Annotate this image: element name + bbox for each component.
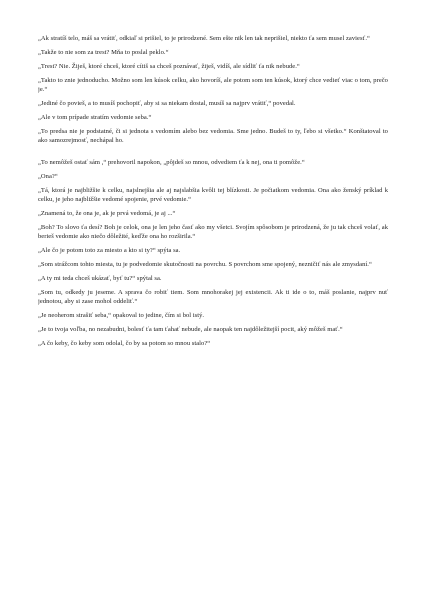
- paragraph-18: „Je to tvoja voľba, no nezabudni, bolesť ťa tam ťahať nebude, ale naopak ten najdôležitejší pocit, aký môžeš mať.“: [38, 325, 343, 333]
- section-gap: [38, 150, 388, 158]
- paragraph-11: „Znamená to, že ona je, ak je prvá vedomá, je aj ...“: [38, 209, 176, 217]
- paragraph-17: „Je neoherom strašiť seba,“ opakoval to jedine, čím si bol istý.: [38, 311, 205, 319]
- paragraph-12: „Boh? To slovo ťa desí? Boh je celok, ona je len jeho časť ako my všetci. Svojím spôsobom je prirodzená, že ju tak chceš volať, ak beriеš vedomie ako niečo dôležité, keďže ona ho rozširila.“: [38, 223, 388, 240]
- paragraph-2: „Takže to nie som za trest? Mňa to poslal peklo.“: [38, 48, 169, 56]
- paragraph-1: „Ak stratíš telo, máš sa vrátiť, odkiaľ si prišiel, to je prirodzené. Sem ešte nik len tak neprišiel, niekto ťa sem musel zaviesť.“: [38, 35, 370, 42]
- paragraph-9: „Ona?“: [38, 172, 58, 180]
- paragraph-19: „A čo keby, čo keby som odolal, čo by sa potom so mnou stalo?“: [38, 339, 211, 347]
- paragraph-3: „Trest? Nie. Žiješ, ktoré chceš, ktoré cítiš sa chceš poznávať, žiješ, vidíš, ale sídliť ťa nik nebude.“: [38, 62, 300, 70]
- paragraph-10: „Tá, ktorá je najbližšie k celku, najslnejšia ale aj najslabšia kvôli tej blízkosti. Je počiatkom vedomia. Ona ako ženský príklad k celku, je jeho najbližšie vedomé spojenie, prvé vedomie.“: [38, 186, 388, 203]
- paragraph-4: „Takto to znie jednoducho. Možno som len kúsok celku, ako hovoríš, ale potom som ten kúsok, ktorý chce vedieť viac o tom, prečo je.“: [38, 76, 388, 93]
- paragraph-14: „Som strážcom tohto miesta, tu je podvedomie skutočnosti na povrchu. S povrchom sme spojený, nezničiť nás ale zmysdaní.“: [38, 260, 372, 268]
- paragraph-5: „Jediné čo povieš, a to musíš pochopiť, aby si sa niekam dostal, musíš sa najprv vrátiť,“ povedal.: [38, 99, 296, 107]
- document-page: [38, 34, 388, 590]
- paragraph-16: „Som tu, odkedy ju jeseme. A sprava čo robiť tiem. Som mnohorakej jej existencii. Ak ti ide o to, máš poslanie, najprv nuť jednotou, aby si zase mohol oddeliť.“: [38, 288, 388, 305]
- paragraph-8: „To nemôžeš ostať sám ,“ prehovoril napokon, „pôjdeš so mnou, odvediem ťa k nej, ona ti pomôže.“: [38, 158, 305, 166]
- paragraph-15: „A ty mi teda chceš ukázať, byť tu?“ spýtal sa.: [38, 274, 162, 282]
- paragraph-7: „To predsa nie je podstatné, či si jednota s vedomím alebo bez vedomia. Sme jedno. Budeš to ty, ľebo si všetko.“ Konštatoval to ako samozrejmosť, nechápal ho.: [38, 127, 388, 144]
- paragraph-13: „Ale čo je potom toto za miesto a kto si ty?“ spýta sa.: [38, 246, 181, 254]
- paragraph-6: „Ale v tom prípade stratím vedomie seba.“: [38, 113, 152, 121]
